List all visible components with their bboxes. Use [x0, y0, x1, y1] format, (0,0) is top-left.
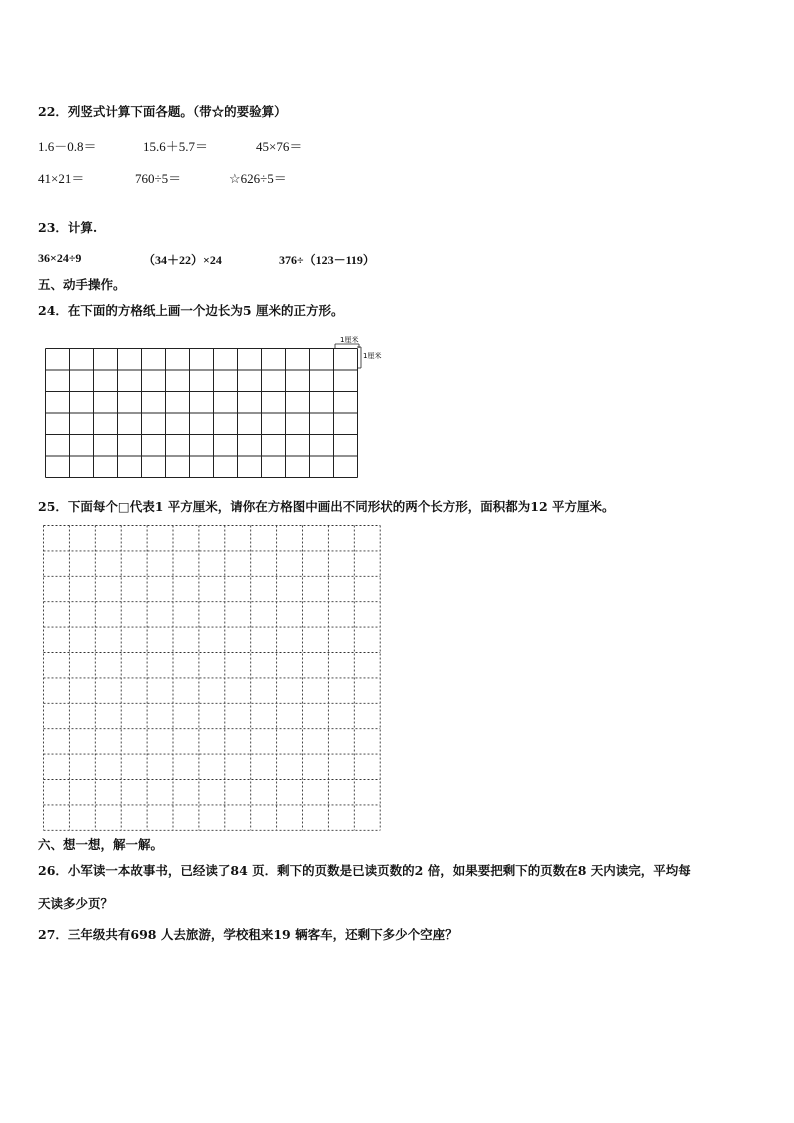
width-bracket — [335, 344, 359, 348]
q24-title: 24．在下面的方格纸上画一个边长为5 厘米的正方形。 — [38, 303, 344, 318]
q22-expr-3: 45×76＝ — [256, 139, 303, 154]
height-label: 1厘米 — [363, 352, 382, 360]
section-6-heading: 六、想一想，解一解。 — [38, 837, 164, 852]
q26-line-1: 26．小军读一本故事书，已经读了84 页．剩下的页数是已读页数的2 倍，如果要把剩下的页数在8 天内读完，平均每 — [38, 863, 691, 878]
q22-expr-6: ☆626÷5＝ — [229, 171, 287, 186]
q23-expr-3: 376÷（123－119） — [279, 253, 375, 267]
section-5-heading: 五、动手操作。 — [38, 277, 126, 292]
q22-expr-5: 760÷5＝ — [135, 171, 182, 186]
q23-expr-2: （34＋22）×24 — [143, 253, 222, 267]
q23-expr-1: 36×24÷9 — [38, 251, 82, 265]
q23-title: 23．计算. — [38, 220, 98, 235]
q22-expr-2: 15.6＋5.7＝ — [143, 139, 209, 154]
q22-expr-4: 41×21＝ — [38, 171, 85, 186]
width-label: 1厘米 — [340, 336, 359, 344]
q22-expr-1: 1.6－0.8＝ — [38, 139, 97, 154]
q25-dashed-grid — [43, 525, 380, 831]
q25-title: 25．下面每个□代表1 平方厘米，请你在方格图中画出不同形状的两个长方形，面积都为12 平方厘米。 — [38, 499, 615, 514]
q22-title: 22．列竖式计算下面各题。（带☆的要验算） — [38, 104, 287, 119]
q26-line-2: 天读多少页？ — [38, 896, 114, 911]
q27-title: 27．三年级共有698 人去旅游，学校租来19 辆客车，还剩下多少个空座？ — [38, 927, 458, 942]
q24-grid — [45, 334, 382, 482]
